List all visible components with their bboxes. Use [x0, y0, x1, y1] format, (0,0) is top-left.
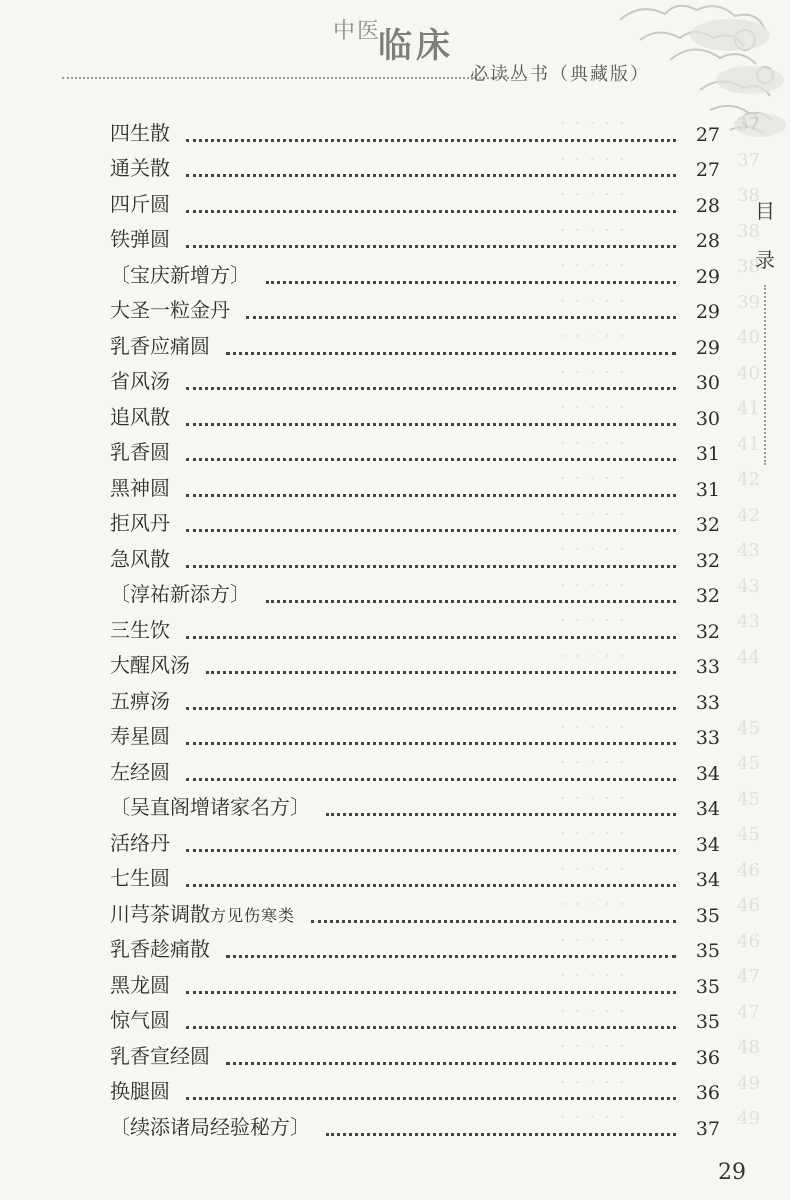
dot-leader — [326, 813, 676, 816]
toc-entry[interactable] — [110, 325, 720, 361]
toc-entry[interactable] — [110, 822, 720, 858]
toc-entry-page: 35 — [695, 1011, 720, 1033]
toc-entry-note: 方见伤寒类 — [210, 905, 296, 925]
page-header — [0, 0, 790, 100]
toc-entry-title: 乳香宣经圆 — [110, 1043, 210, 1068]
toc-entry[interactable] — [110, 290, 720, 326]
table-of-contents — [110, 112, 720, 1142]
toc-entry-page: 31 — [695, 443, 720, 465]
dot-leader — [186, 387, 676, 390]
brand-title: 临床 — [378, 26, 454, 66]
toc-entry[interactable] — [110, 751, 720, 787]
dot-leader — [186, 565, 676, 568]
toc-entry-page: 32 — [695, 514, 720, 536]
toc-entry-page: 29 — [695, 265, 720, 288]
toc-entry-title: 乳香圆 — [110, 440, 170, 464]
toc-entry-page: 36 — [695, 1082, 720, 1104]
toc-entry-title: 四斤圆 — [110, 191, 170, 216]
toc-entry[interactable] — [110, 183, 720, 219]
toc-entry-title: 大圣一粒金丹 — [110, 298, 230, 322]
toc-entry-page: 31 — [695, 478, 720, 501]
toc-entry-page: 35 — [695, 904, 720, 927]
toc-entry-title: 惊气圆 — [110, 1008, 170, 1032]
toc-entry-page: 28 — [695, 230, 720, 252]
toc-entry-page: 33 — [695, 656, 720, 678]
toc-entry-title: 〔续添诸局经验秘方〕 — [110, 1114, 310, 1139]
dot-leader — [186, 636, 676, 639]
toc-entry-page: 30 — [695, 407, 720, 430]
brand-small-text: 中医 — [333, 19, 382, 44]
toc-entry[interactable] — [110, 893, 720, 929]
toc-entry-title: 追风散 — [110, 404, 170, 429]
toc-entry-page: 34 — [695, 798, 720, 820]
toc-entry-title: 乳香应痛圆 — [110, 333, 210, 358]
dot-leader — [186, 1097, 676, 1100]
toc-entry-page: 36 — [695, 1046, 720, 1069]
toc-entry-page: 27 — [695, 159, 720, 181]
toc-entry-title: 省风汤 — [110, 369, 170, 393]
dot-leader — [186, 707, 676, 710]
toc-entry-page: 30 — [695, 372, 720, 394]
dot-leader — [206, 671, 676, 674]
toc-entry[interactable] — [110, 716, 720, 752]
dot-leader — [186, 139, 676, 142]
dot-leader — [186, 458, 676, 461]
toc-entry-page: 33 — [695, 691, 720, 714]
bleed-through-text: · · · · · 37 · · · · · 37 · · · · · 38 · · · · · 38 · · · · · 38 · · · · · 39 · · · · · 40 · · · · · 40 · · · · · 41 · · · · · 41 · · · · · 42 · · · · · 42 · · · · · 43 · · · · · 43 · · · · · 43 · · · · · 44 · · · · · 45 · · · · · 45 · · · · · 45 · · · · · 45 · · · · · 46 · · · · · 46 · · · · · 46 · · · · · 47 · · · · · 47 · · · · · 48 · · · · · 49 · · · · · 49 — [560, 114, 760, 1129]
section-tab — [752, 195, 790, 465]
toc-entry[interactable] — [110, 396, 720, 432]
dot-leader — [186, 423, 676, 426]
header-divider — [62, 77, 517, 79]
toc-entry-title: 铁弹圆 — [110, 227, 170, 251]
toc-entry-title: 换腿圆 — [110, 1079, 170, 1103]
dot-leader — [226, 1062, 676, 1065]
toc-entry-page: 34 — [695, 833, 720, 856]
toc-entry-page: 29 — [695, 301, 720, 323]
toc-entry-title: 七生圆 — [110, 866, 170, 890]
section-tab-dotted-line — [764, 285, 766, 465]
dot-leader — [226, 352, 676, 355]
dot-leader — [186, 884, 676, 887]
page-number: 29 — [718, 1160, 746, 1185]
toc-entry[interactable] — [110, 858, 720, 894]
toc-entry-title: 左经圆 — [110, 759, 170, 784]
toc-entry-title: 四生散 — [110, 120, 170, 145]
dot-leader — [226, 955, 676, 958]
dot-leader — [186, 245, 676, 248]
toc-entry-title: 乳香趁痛散 — [110, 937, 210, 961]
toc-entry-title: 拒风丹 — [110, 511, 170, 535]
toc-entry-title: 大醒风汤 — [110, 653, 190, 677]
toc-entry-title: 活络丹 — [110, 830, 170, 855]
toc-entry[interactable] — [110, 964, 720, 1000]
toc-entry-title: 五痹汤 — [110, 688, 170, 713]
toc-entry-page: 34 — [695, 869, 720, 891]
toc-entry-page: 34 — [695, 762, 720, 785]
toc-entry[interactable] — [110, 1035, 720, 1071]
toc-entry-title: 黑神圆 — [110, 475, 170, 500]
section-tab-char-1: 目 — [755, 199, 775, 223]
dot-leader — [186, 1026, 676, 1029]
series-title: 必读丛书（典藏版） — [470, 64, 650, 85]
toc-section-entry[interactable] — [110, 574, 720, 610]
toc-section-entry[interactable] — [110, 1106, 720, 1142]
dot-leader — [246, 316, 676, 319]
toc-entry[interactable] — [110, 680, 720, 716]
toc-entry[interactable] — [110, 112, 720, 148]
toc-section-entry[interactable] — [110, 787, 720, 823]
toc-entry-page: 33 — [695, 727, 720, 749]
dot-leader — [186, 849, 676, 852]
toc-entry-page: 35 — [695, 940, 720, 962]
toc-entry[interactable] — [110, 148, 720, 184]
toc-entry[interactable] — [110, 219, 720, 255]
toc-entry[interactable] — [110, 1071, 720, 1107]
toc-entry-title: 〔吴直阁增诸家名方〕 — [110, 795, 310, 819]
toc-entry-title: 寿星圆 — [110, 724, 170, 748]
toc-entry-page: 35 — [695, 975, 720, 998]
toc-entry-page: 37 — [695, 1117, 720, 1140]
dot-leader — [326, 1133, 676, 1136]
dot-leader — [311, 920, 676, 923]
dot-leader — [186, 210, 676, 213]
toc-entry[interactable] — [110, 645, 720, 681]
toc-entry[interactable] — [110, 929, 720, 965]
dot-leader — [186, 529, 676, 532]
dot-leader — [186, 174, 676, 177]
toc-entry-title: 〔淳祐新添方〕 — [110, 582, 250, 606]
toc-entry[interactable] — [110, 361, 720, 397]
toc-entry[interactable] — [110, 1000, 720, 1036]
toc-entry-title: 通关散 — [110, 156, 170, 180]
dot-leader — [266, 281, 676, 284]
toc-entry-page: 32 — [695, 549, 720, 572]
toc-entry[interactable] — [110, 432, 720, 468]
toc-entry-page: 27 — [695, 123, 720, 146]
dot-leader — [186, 494, 676, 497]
toc-entry-title: 三生饮 — [110, 617, 170, 642]
toc-entry[interactable] — [110, 538, 720, 574]
dot-leader — [266, 600, 676, 603]
dot-leader — [186, 778, 676, 781]
section-tab-char-2: 录 — [755, 248, 775, 272]
toc-entry-page: 32 — [695, 620, 720, 643]
toc-entry-page: 29 — [695, 336, 720, 359]
dot-leader — [186, 742, 676, 745]
toc-entry-title: 急风散 — [110, 546, 170, 571]
toc-entry[interactable] — [110, 503, 720, 539]
toc-entry[interactable] — [110, 467, 720, 503]
toc-entry-page: 28 — [695, 194, 720, 217]
toc-entry-page: 32 — [695, 585, 720, 607]
toc-entry-title: 〔宝庆新增方〕 — [110, 262, 250, 287]
toc-entry-title: 川芎茶调散方见伤寒类 — [110, 901, 296, 926]
toc-entry-title: 黑龙圆 — [110, 972, 170, 997]
toc-entry[interactable] — [110, 609, 720, 645]
toc-section-entry[interactable] — [110, 254, 720, 290]
dot-leader — [186, 991, 676, 994]
